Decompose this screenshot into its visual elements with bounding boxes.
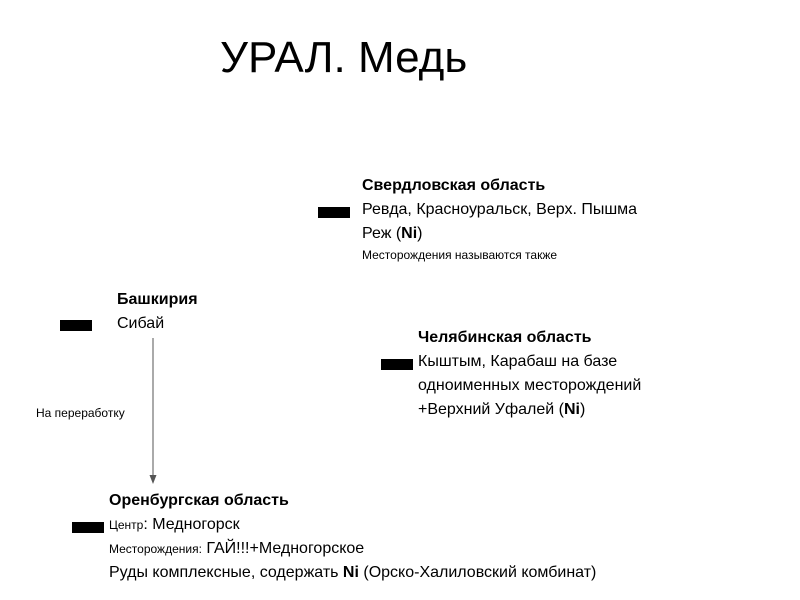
sverdlovsk-rezh — [362, 222, 637, 246]
orenburg-center — [109, 513, 596, 537]
orenburg-ni-symbol: Ni — [342, 564, 359, 581]
slide-title: УРАЛ. Медь — [220, 33, 468, 82]
processing-arrow — [145, 338, 165, 488]
orenburg-deposits-value: ГАЙ!!!+Медногорское — [201, 540, 365, 557]
orenburg-deposits — [109, 537, 596, 561]
chelyabinsk-marker — [381, 359, 413, 370]
orenburg-block — [109, 489, 596, 585]
sverdlovsk-block — [362, 174, 637, 264]
chelyabinsk-block — [418, 326, 641, 422]
orenburg-center-value: : Медногорск — [143, 516, 240, 533]
chelyabinsk-line-3-suffix: ) — [579, 401, 586, 418]
bashkiria-marker — [60, 320, 92, 331]
bashkiria-block — [117, 288, 198, 336]
orenburg-ores-suffix: (Орско-Халиловский комбинат) — [358, 564, 597, 581]
bashkiria-region-name: Башкирия — [117, 291, 198, 308]
sverdlovsk-ni-symbol: Ni — [401, 225, 418, 242]
sverdlovsk-cities: Ревда, Красноуральск, Верх. Пышма — [362, 201, 638, 218]
orenburg-region-name: Оренбургская область — [109, 492, 289, 509]
orenburg-marker — [72, 522, 104, 533]
sverdlovsk-marker — [318, 207, 350, 218]
chelyabinsk-line-2: одноименных месторождений — [418, 377, 642, 394]
orenburg-ores-prefix: Руды комплексные, содержать — [109, 564, 343, 581]
chelyabinsk-line-1: Кыштым, Карабаш на базе — [418, 353, 618, 370]
orenburg-deposits-label: Месторождения: — [109, 542, 202, 556]
sverdlovsk-region-name: Свердловская область — [362, 177, 546, 194]
bashkiria-city: Сибай — [117, 315, 165, 332]
chelyabinsk-ni-symbol: Ni — [563, 401, 580, 418]
orenburg-ores — [109, 561, 596, 585]
sverdlovsk-rezh-suffix: ) — [417, 225, 423, 242]
processing-arrow-head — [150, 475, 157, 484]
sverdlovsk-rezh-prefix: Реж ( — [362, 225, 402, 242]
sverdlovsk-note: Месторождения называются также — [362, 248, 558, 262]
chelyabinsk-line-3-prefix: +Верхний Уфалей ( — [418, 401, 564, 418]
chelyabinsk-line-3 — [418, 398, 641, 422]
chelyabinsk-region-name: Челябинская область — [418, 329, 592, 346]
arrow-label: На переработку — [36, 406, 125, 420]
orenburg-center-label: Центр — [109, 518, 144, 532]
